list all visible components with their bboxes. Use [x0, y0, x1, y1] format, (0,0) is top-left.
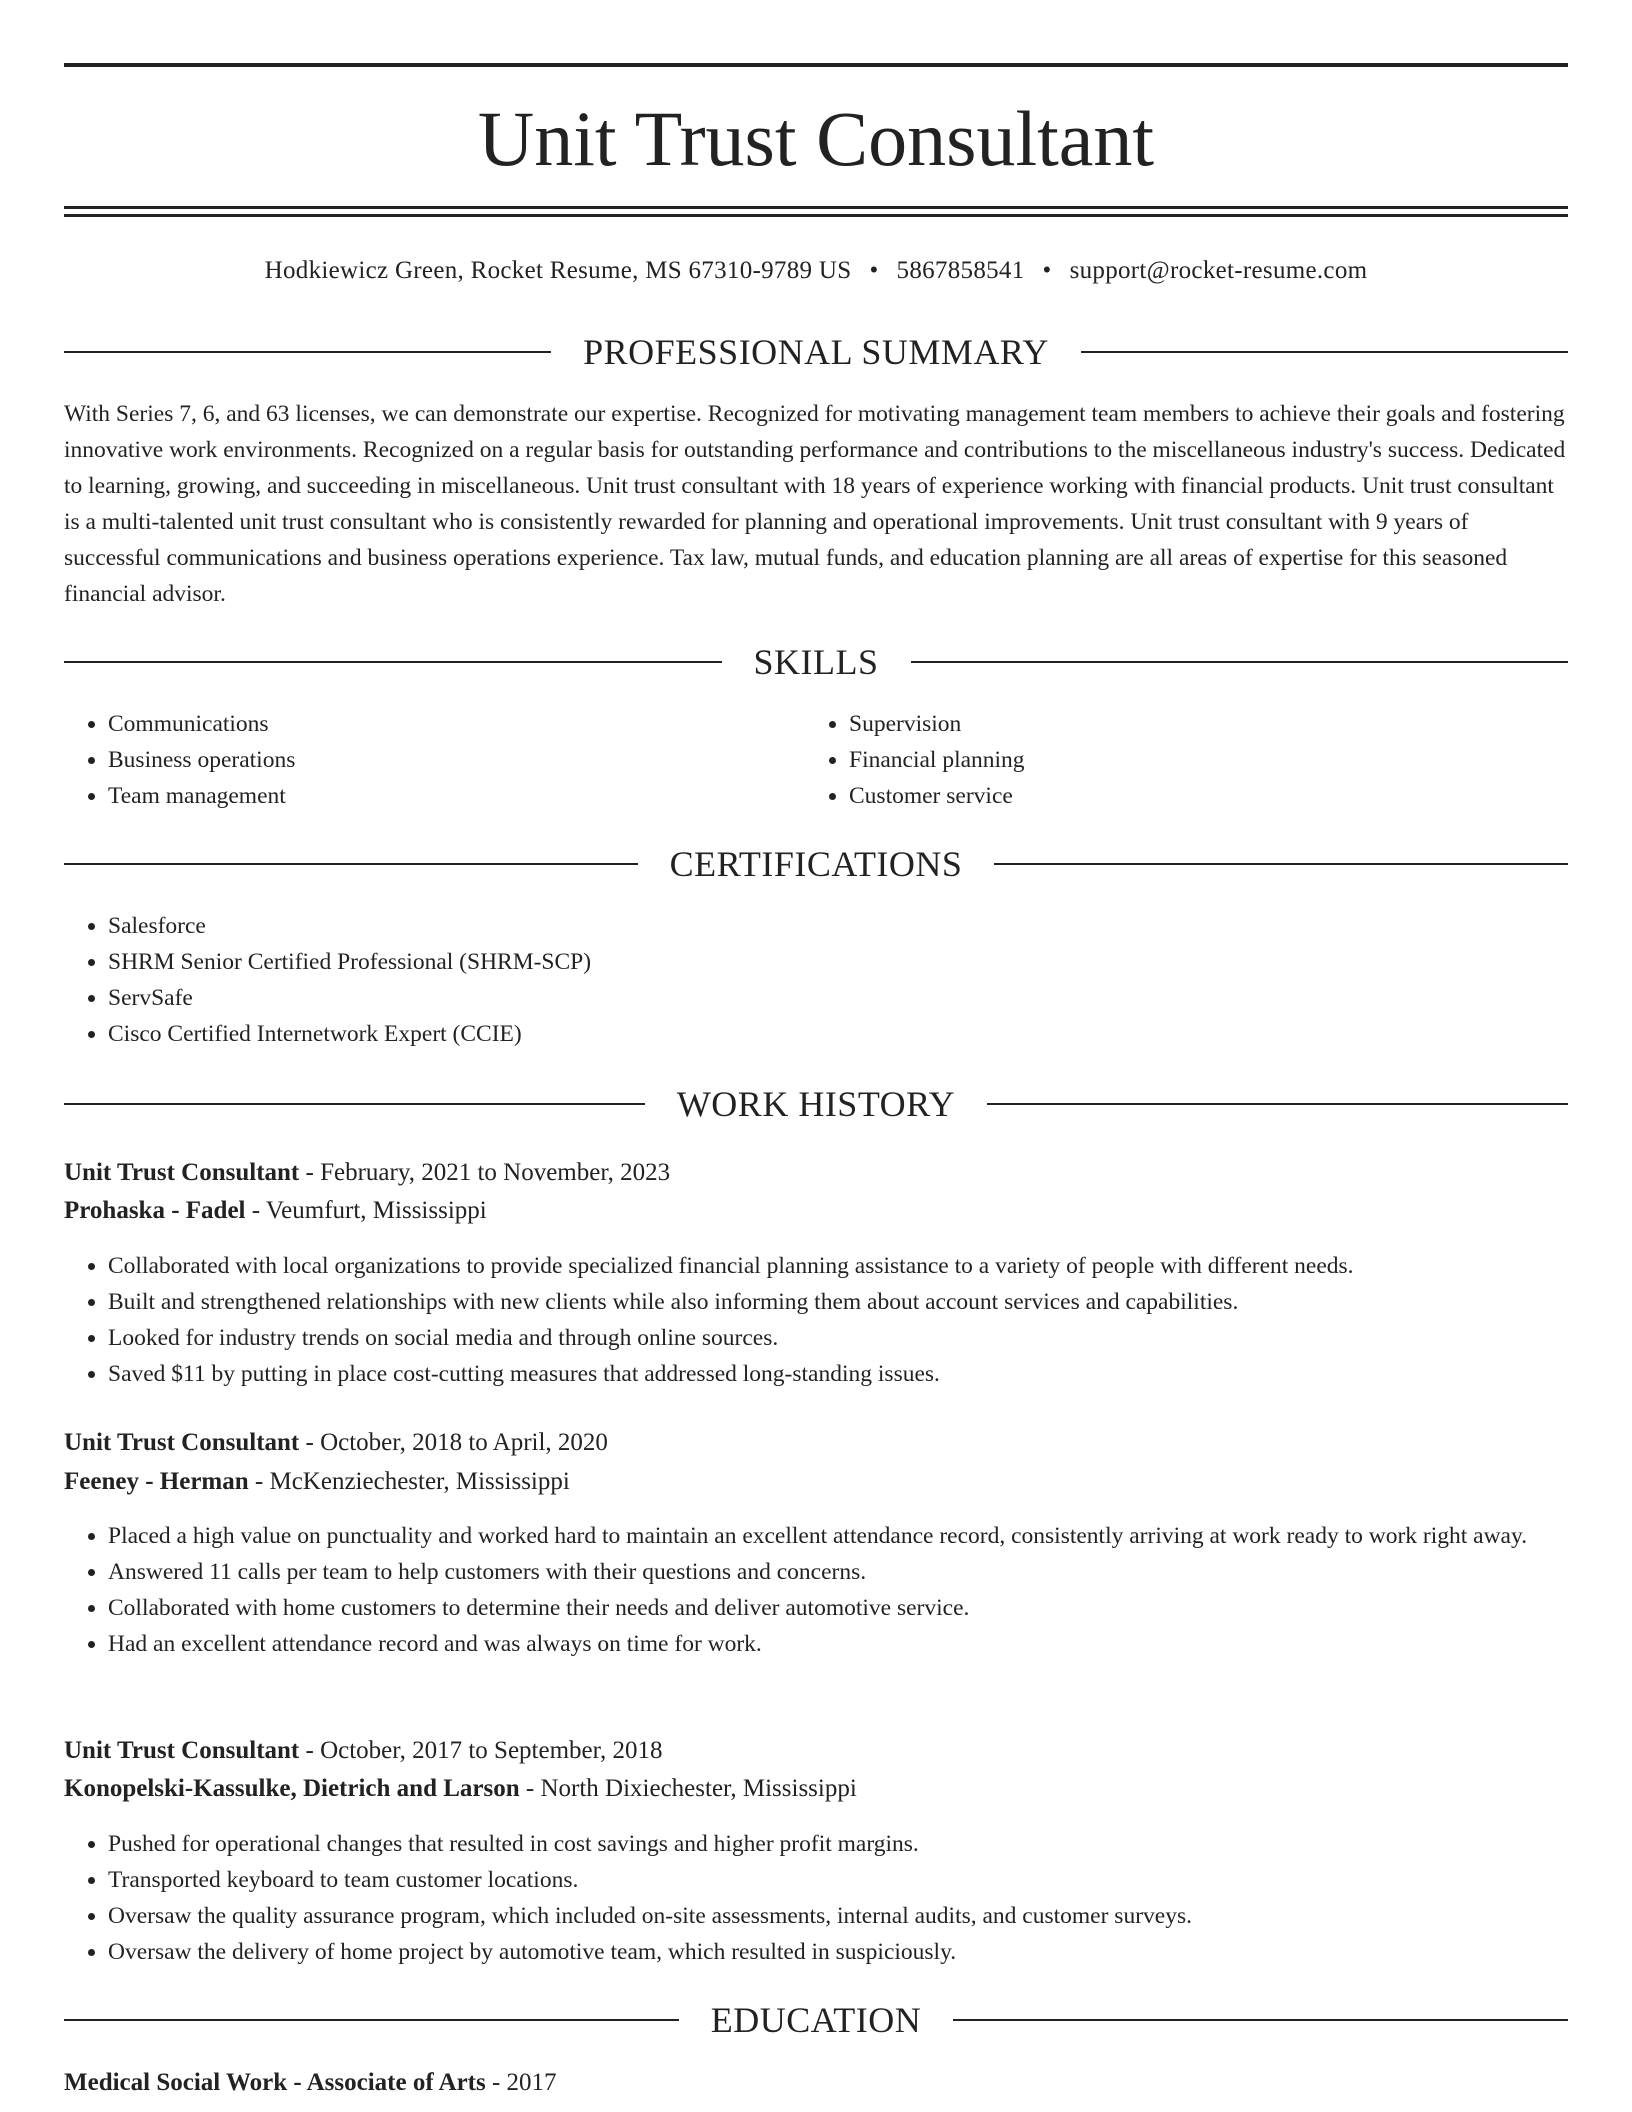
heading-rule — [64, 351, 551, 353]
heading-rule — [994, 863, 1568, 865]
skills-list-right — [805, 706, 1549, 814]
job-title: Unit Trust Consultant — [64, 1737, 300, 1764]
job-company: Feeney - Herman — [64, 1468, 249, 1495]
job-bullets — [64, 1826, 1568, 1970]
contact-separator: • — [869, 257, 879, 284]
skill-item: • Team management — [108, 778, 808, 814]
contact-address: Hodkiewicz Green, Rocket Resume, MS 67310-9789 US — [264, 257, 852, 284]
skill-item: • Communications — [108, 706, 808, 742]
title-rule-lower — [64, 214, 1568, 217]
education-line — [64, 2064, 1568, 2102]
job-bullet: • Collaborated with local organizations to provide specialized financial planning assistance to a variety of people with different needs. — [108, 1248, 1568, 1284]
skill-item: • Supervision — [849, 706, 1549, 742]
contact-email: support@rocket-resume.com — [1069, 257, 1368, 284]
certifications-heading-label: CERTIFICATIONS — [669, 844, 963, 884]
skills-heading — [64, 640, 1568, 684]
heading-rule — [911, 661, 1569, 663]
contact-phone: 5867858541 — [896, 257, 1025, 284]
job-dates: - October, 2017 to September, 2018 — [299, 1737, 663, 1764]
job-bullet: • Placed a high value on punctuality and worked hard to maintain an excellent attendance record, consistently arriving at work ready to work right away. — [108, 1518, 1568, 1554]
job-bullet: • Answered 11 calls per team to help customers with their questions and concerns. — [108, 1554, 1568, 1590]
job-bullet: • Transported keyboard to team customer locations. — [108, 1862, 1568, 1898]
education-heading — [64, 1998, 1568, 2042]
resume-title: Unit Trust Consultant — [477, 95, 1155, 182]
certification-item: • ServSafe — [108, 980, 1568, 1016]
education-year: - 2017 — [485, 2069, 557, 2096]
job-title-line — [64, 1154, 1568, 1192]
job-title-line — [64, 1424, 1568, 1462]
heading-rule — [64, 1103, 645, 1105]
heading-rule — [64, 661, 722, 663]
summary-heading — [64, 330, 1568, 374]
job-company-line — [64, 1192, 1568, 1230]
top-rule — [64, 63, 1568, 67]
job-dates: - February, 2021 to November, 2023 — [299, 1159, 671, 1186]
job-company-line — [64, 1770, 1568, 1808]
job-company: Prohaska - Fadel — [64, 1197, 246, 1224]
heading-rule — [64, 2019, 679, 2021]
job-title-line — [64, 1732, 1568, 1770]
certification-item: • SHRM Senior Certified Professional (SHRM-SCP) — [108, 944, 1568, 980]
job-bullet: • Looked for industry trends on social media and through online sources. — [108, 1320, 1568, 1356]
heading-rule — [64, 863, 638, 865]
summary-text: With Series 7, 6, and 63 licenses, we can demonstrate our expertise. Recognized for motivating management team members to achieve their goals and fostering innovative work environments. Recognized on a regular basis for outstanding performance and contributions to the miscellaneous industry's success. Dedicated to learning, growing, and succeeding in miscellaneous. Unit trust consultant with 18 years of experience working with financial products. Unit trust consultant is a multi-talented unit trust consultant who is consistently rewarded for planning and operational improvements. Unit trust consultant with 9 years of successful communications and business operations experience. Tax law, mutual funds, and education planning are all areas of expertise for this seasoned financial advisor. — [64, 401, 1566, 607]
job-title: Unit Trust Consultant — [64, 1159, 300, 1186]
job-bullet: • Saved $11 by putting in place cost-cutting measures that addressed long-standing issues. — [108, 1356, 1568, 1392]
skill-item: • Business operations — [108, 742, 808, 778]
skills-heading-label: SKILLS — [753, 642, 879, 682]
contact-separator: • — [1042, 257, 1052, 284]
job-bullets — [64, 1518, 1568, 1662]
heading-rule — [1081, 351, 1568, 353]
certification-item: • Cisco Certified Internetwork Expert (CCIE) — [108, 1016, 1568, 1052]
job-bullet: • Oversaw the quality assurance program, which included on-site assessments, internal audits, and customer surveys. — [108, 1898, 1568, 1934]
job-dates: - October, 2018 to April, 2020 — [299, 1429, 608, 1456]
job-company: Konopelski-Kassulke, Dietrich and Larson — [64, 1775, 520, 1802]
title-rule-upper — [64, 206, 1568, 209]
work-heading-label: WORK HISTORY — [676, 1084, 956, 1124]
work-heading — [64, 1082, 1568, 1126]
certifications-list — [64, 908, 1568, 1052]
job-bullet: • Pushed for operational changes that resulted in cost savings and higher profit margins. — [108, 1826, 1568, 1862]
skill-item: • Financial planning — [849, 742, 1549, 778]
job-location: - Veumfurt, Mississippi — [245, 1197, 487, 1224]
summary-heading-label: PROFESSIONAL SUMMARY — [583, 332, 1049, 372]
job-bullet: • Built and strengthened relationships with new clients while also informing them about account services and capabilities. — [108, 1284, 1568, 1320]
job-bullets — [64, 1248, 1568, 1392]
job-company-line — [64, 1463, 1568, 1501]
skills-list-left — [64, 706, 808, 814]
education-heading-label: EDUCATION — [710, 2000, 922, 2040]
certification-item: • Salesforce — [108, 908, 1568, 944]
job-title: Unit Trust Consultant — [64, 1429, 300, 1456]
contact-line — [64, 256, 1568, 286]
skill-item: • Customer service — [849, 778, 1549, 814]
job-location: - McKenziechester, Mississippi — [248, 1468, 570, 1495]
education-degree: Medical Social Work - Associate of Arts — [64, 2069, 486, 2096]
job-bullet: • Had an excellent attendance record and was always on time for work. — [108, 1626, 1568, 1662]
job-bullet: • Collaborated with home customers to determine their needs and deliver automotive service. — [108, 1590, 1568, 1626]
heading-rule — [953, 2019, 1568, 2021]
job-bullet: • Oversaw the delivery of home project by automotive team, which resulted in suspiciously. — [108, 1934, 1568, 1970]
certifications-heading — [64, 842, 1568, 886]
job-location: - North Dixiechester, Mississippi — [519, 1775, 857, 1802]
heading-rule — [987, 1103, 1568, 1105]
